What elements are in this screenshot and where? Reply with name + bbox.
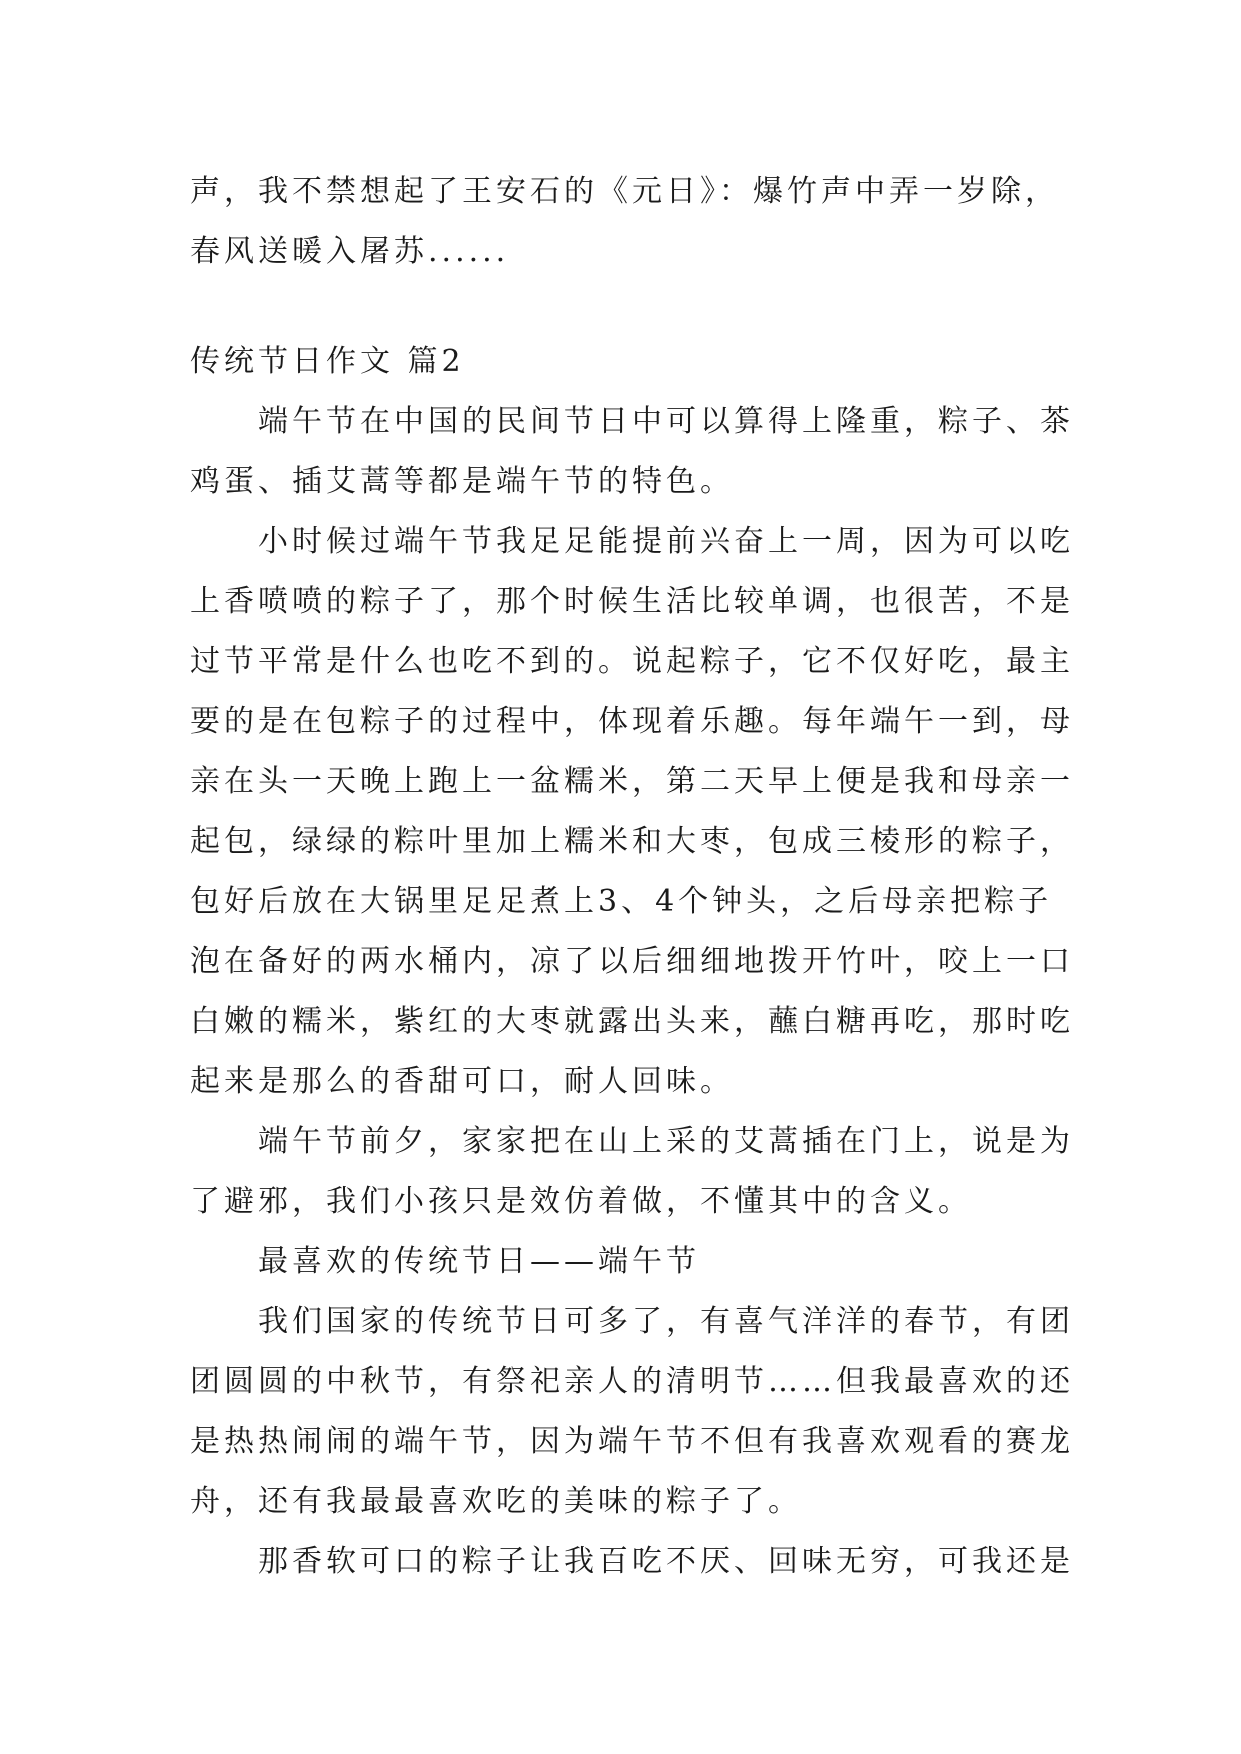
paragraph <box>190 1532 1074 1592</box>
text-line: 上香喷喷的粽子了，那个时候生活比较单调，也很苦，不是 <box>190 584 1074 619</box>
text-line: 起来是那么的香甜可口，耐人回味。 <box>190 1064 734 1099</box>
text-line: 亲在头一天晚上跑上一盆糯米，第二天早上便是我和母亲一 <box>190 764 1074 799</box>
text-line: 端午节在中国的民间节日中可以算得上隆重，粽子、茶 <box>258 404 1074 439</box>
text-line: 春风送暖入屠苏...... <box>190 234 510 269</box>
text-line: 我们国家的传统节日可多了，有喜气洋洋的春节，有团 <box>258 1304 1074 1339</box>
paragraph-subheading <box>190 1232 1060 1292</box>
text-line: 端午节前夕，家家把在山上采的艾蒿插在门上，说是为 <box>258 1124 1074 1159</box>
text-line: 白嫩的糯米，紫红的大枣就露出头来，蘸白糖再吃，那时吃 <box>190 1004 1074 1039</box>
text-line: 最喜欢的传统节日——端午节 <box>258 1244 700 1279</box>
section-spacer <box>190 282 1060 332</box>
text-line: 是热热闹闹的端午节，因为端午节不但有我喜欢观看的赛龙 <box>190 1424 1074 1459</box>
text-line: 要的是在包粽子的过程中，体现着乐趣。每年端午一到，母 <box>190 704 1074 739</box>
text-line: 包好后放在大锅里足足煮上3、4个钟头，之后母亲把粽子 <box>190 884 1053 919</box>
text-line: 了避邪，我们小孩只是效仿着做，不懂其中的含义。 <box>190 1184 972 1219</box>
paragraph <box>190 392 1074 512</box>
text-line: 那香软可口的粽子让我百吃不厌、回味无穷，可我还是 <box>258 1544 1074 1579</box>
text-line: 小时候过端午节我足足能提前兴奋上一周，因为可以吃 <box>258 524 1074 559</box>
text-line: 舟，还有我最最喜欢吃的美味的粽子了。 <box>190 1484 802 1519</box>
text-line: 泡在备好的两水桶内，凉了以后细细地拨开竹叶，咬上一口 <box>190 944 1074 979</box>
paragraph <box>190 512 1074 1112</box>
text-line: 起包，绿绿的粽叶里加上糯米和大枣，包成三棱形的粽子， <box>190 824 1074 859</box>
text-line: 团圆圆的中秋节，有祭祀亲人的清明节……但我最喜欢的还 <box>190 1364 1074 1399</box>
text-line: 声，我不禁想起了王安石的《元日》：爆竹声中弄一岁除， <box>190 174 1059 209</box>
continued-paragraph <box>190 162 1060 282</box>
paragraph <box>190 1112 1074 1232</box>
document-body <box>190 162 1074 1592</box>
section-title: 传统节日作文 篇2 <box>190 344 465 379</box>
text-line: 鸡蛋、插艾蒿等都是端午节的特色。 <box>190 464 734 499</box>
text-line: 过节平常是什么也吃不到的。说起粽子，它不仅好吃，最主 <box>190 644 1074 679</box>
paragraph <box>190 1292 1074 1532</box>
